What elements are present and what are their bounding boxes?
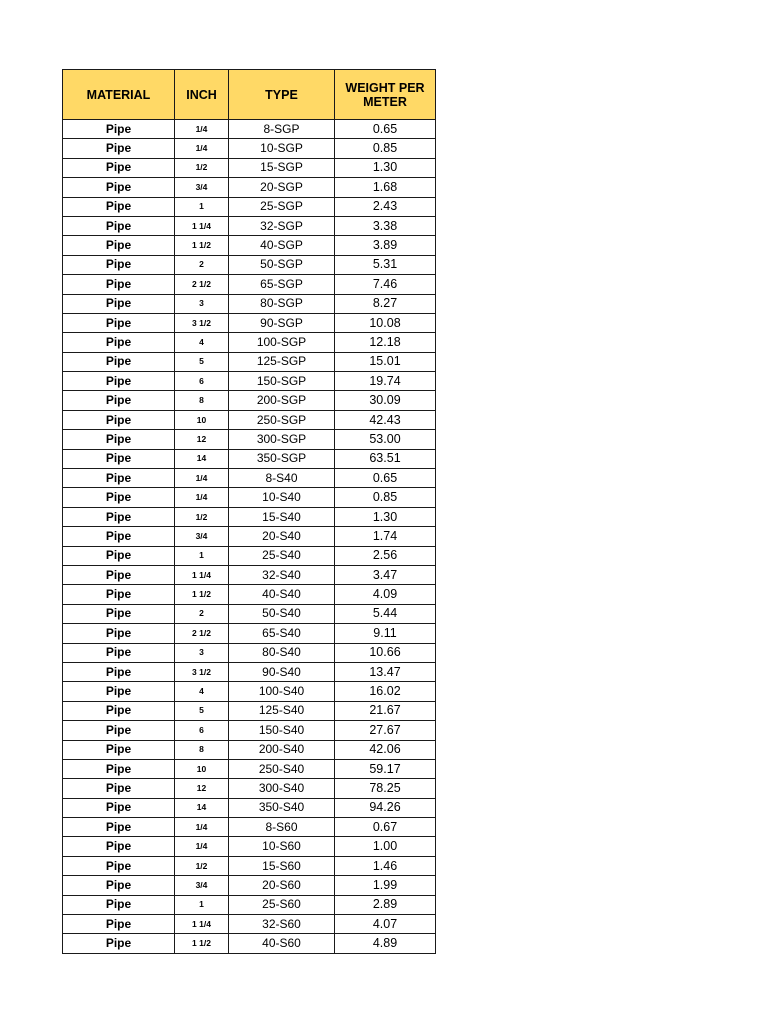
cell-inch: 10 (175, 759, 229, 778)
cell-type: 350-S40 (229, 798, 335, 817)
cell-weight: 0.65 (335, 469, 436, 488)
cell-type: 25-S60 (229, 895, 335, 914)
table-row (63, 333, 436, 352)
table-row (63, 216, 436, 235)
cell-material: Pipe (63, 120, 175, 139)
cell-material: Pipe (63, 682, 175, 701)
cell-material: Pipe (63, 565, 175, 584)
cell-weight: 3.89 (335, 236, 436, 255)
cell-type: 40-S40 (229, 585, 335, 604)
cell-type: 150-SGP (229, 372, 335, 391)
cell-inch: 1/4 (175, 818, 229, 837)
cell-inch: 5 (175, 701, 229, 720)
cell-material: Pipe (63, 507, 175, 526)
cell-weight: 2.89 (335, 895, 436, 914)
cell-type: 80-SGP (229, 294, 335, 313)
header-row (63, 70, 436, 120)
cell-weight: 8.27 (335, 294, 436, 313)
cell-inch: 3 1/2 (175, 313, 229, 332)
table-row (63, 915, 436, 934)
cell-material: Pipe (63, 604, 175, 623)
table-row (63, 527, 436, 546)
cell-type: 300-S40 (229, 779, 335, 798)
cell-type: 15-S60 (229, 856, 335, 875)
table-row (63, 701, 436, 720)
table-row (63, 624, 436, 643)
cell-weight: 53.00 (335, 430, 436, 449)
cell-material: Pipe (63, 701, 175, 720)
cell-inch: 2 (175, 255, 229, 274)
table-row (63, 294, 436, 313)
table-row (63, 565, 436, 584)
cell-type: 40-SGP (229, 236, 335, 255)
cell-weight: 9.11 (335, 624, 436, 643)
cell-material: Pipe (63, 372, 175, 391)
cell-material: Pipe (63, 488, 175, 507)
cell-material: Pipe (63, 430, 175, 449)
table-header (63, 70, 436, 120)
cell-weight: 1.74 (335, 527, 436, 546)
cell-weight: 4.07 (335, 915, 436, 934)
cell-weight: 12.18 (335, 333, 436, 352)
table-row (63, 721, 436, 740)
cell-type: 90-S40 (229, 662, 335, 681)
cell-type: 15-SGP (229, 158, 335, 177)
cell-weight: 1.46 (335, 856, 436, 875)
cell-type: 250-S40 (229, 759, 335, 778)
table-row (63, 275, 436, 294)
cell-type: 300-SGP (229, 430, 335, 449)
cell-material: Pipe (63, 216, 175, 235)
cell-type: 40-S60 (229, 934, 335, 953)
cell-weight: 0.67 (335, 818, 436, 837)
table-row (63, 430, 436, 449)
cell-material: Pipe (63, 158, 175, 177)
cell-inch: 12 (175, 430, 229, 449)
cell-weight: 42.43 (335, 410, 436, 429)
cell-weight: 5.44 (335, 604, 436, 623)
table-row (63, 585, 436, 604)
table-row (63, 469, 436, 488)
cell-material: Pipe (63, 449, 175, 468)
cell-inch: 3 1/2 (175, 662, 229, 681)
cell-weight: 94.26 (335, 798, 436, 817)
cell-type: 200-SGP (229, 391, 335, 410)
table-row (63, 255, 436, 274)
cell-inch: 8 (175, 740, 229, 759)
cell-type: 200-S40 (229, 740, 335, 759)
cell-weight: 10.66 (335, 643, 436, 662)
table-row (63, 158, 436, 177)
header-type: TYPE (229, 70, 335, 120)
table-row (63, 410, 436, 429)
table-row (63, 236, 436, 255)
table-row (63, 120, 436, 139)
cell-material: Pipe (63, 662, 175, 681)
cell-inch: 1 (175, 197, 229, 216)
cell-material: Pipe (63, 895, 175, 914)
table-row (63, 507, 436, 526)
cell-inch: 1 (175, 895, 229, 914)
cell-type: 32-SGP (229, 216, 335, 235)
cell-type: 150-S40 (229, 721, 335, 740)
cell-type: 32-S60 (229, 915, 335, 934)
cell-material: Pipe (63, 876, 175, 895)
cell-material: Pipe (63, 313, 175, 332)
cell-inch: 1/4 (175, 488, 229, 507)
cell-weight: 7.46 (335, 275, 436, 294)
cell-type: 50-SGP (229, 255, 335, 274)
cell-material: Pipe (63, 178, 175, 197)
cell-weight: 16.02 (335, 682, 436, 701)
table-row (63, 643, 436, 662)
cell-material: Pipe (63, 197, 175, 216)
cell-weight: 30.09 (335, 391, 436, 410)
table-row (63, 488, 436, 507)
header-weight-per-meter: WEIGHT PER METER (335, 70, 436, 120)
cell-inch: 1 (175, 546, 229, 565)
cell-inch: 5 (175, 352, 229, 371)
cell-inch: 1 1/4 (175, 565, 229, 584)
table-row (63, 779, 436, 798)
cell-type: 80-S40 (229, 643, 335, 662)
cell-material: Pipe (63, 856, 175, 875)
cell-type: 65-S40 (229, 624, 335, 643)
cell-weight: 15.01 (335, 352, 436, 371)
cell-weight: 27.67 (335, 721, 436, 740)
cell-type: 8-S40 (229, 469, 335, 488)
cell-weight: 1.00 (335, 837, 436, 856)
cell-inch: 3/4 (175, 527, 229, 546)
cell-inch: 3/4 (175, 178, 229, 197)
cell-inch: 4 (175, 682, 229, 701)
cell-type: 8-S60 (229, 818, 335, 837)
cell-weight: 2.43 (335, 197, 436, 216)
cell-type: 90-SGP (229, 313, 335, 332)
cell-type: 250-SGP (229, 410, 335, 429)
table-body (63, 120, 436, 954)
cell-material: Pipe (63, 527, 175, 546)
table-row (63, 313, 436, 332)
table-row (63, 818, 436, 837)
cell-weight: 1.68 (335, 178, 436, 197)
table-row (63, 197, 436, 216)
cell-inch: 1 1/4 (175, 216, 229, 235)
cell-material: Pipe (63, 294, 175, 313)
cell-weight: 10.08 (335, 313, 436, 332)
cell-inch: 1/2 (175, 856, 229, 875)
cell-weight: 21.67 (335, 701, 436, 720)
table-row (63, 856, 436, 875)
cell-inch: 1/4 (175, 120, 229, 139)
cell-material: Pipe (63, 759, 175, 778)
cell-weight: 2.56 (335, 546, 436, 565)
cell-weight: 3.38 (335, 216, 436, 235)
cell-inch: 1 1/2 (175, 585, 229, 604)
cell-weight: 0.85 (335, 488, 436, 507)
cell-material: Pipe (63, 721, 175, 740)
cell-weight: 78.25 (335, 779, 436, 798)
cell-weight: 42.06 (335, 740, 436, 759)
cell-material: Pipe (63, 798, 175, 817)
cell-material: Pipe (63, 139, 175, 158)
cell-inch: 1/4 (175, 469, 229, 488)
table-row (63, 449, 436, 468)
cell-material: Pipe (63, 818, 175, 837)
cell-material: Pipe (63, 624, 175, 643)
table-row (63, 682, 436, 701)
cell-weight: 13.47 (335, 662, 436, 681)
pipe-weight-table (62, 69, 436, 954)
cell-inch: 10 (175, 410, 229, 429)
cell-type: 100-S40 (229, 682, 335, 701)
table-row (63, 759, 436, 778)
cell-material: Pipe (63, 391, 175, 410)
cell-inch: 3 (175, 643, 229, 662)
cell-type: 100-SGP (229, 333, 335, 352)
cell-inch: 12 (175, 779, 229, 798)
cell-type: 32-S40 (229, 565, 335, 584)
cell-type: 10-S60 (229, 837, 335, 856)
table-row (63, 372, 436, 391)
cell-inch: 1/2 (175, 158, 229, 177)
cell-type: 50-S40 (229, 604, 335, 623)
cell-type: 20-S60 (229, 876, 335, 895)
cell-weight: 1.30 (335, 158, 436, 177)
table-row (63, 740, 436, 759)
cell-weight: 4.89 (335, 934, 436, 953)
cell-weight: 1.99 (335, 876, 436, 895)
table-row (63, 352, 436, 371)
cell-weight: 19.74 (335, 372, 436, 391)
cell-weight: 59.17 (335, 759, 436, 778)
cell-material: Pipe (63, 915, 175, 934)
cell-weight: 0.65 (335, 120, 436, 139)
table-row (63, 604, 436, 623)
table-row (63, 178, 436, 197)
table-row (63, 662, 436, 681)
cell-type: 8-SGP (229, 120, 335, 139)
cell-material: Pipe (63, 779, 175, 798)
cell-inch: 3 (175, 294, 229, 313)
cell-material: Pipe (63, 469, 175, 488)
cell-inch: 1/2 (175, 507, 229, 526)
cell-material: Pipe (63, 410, 175, 429)
table-row (63, 895, 436, 914)
table-row (63, 391, 436, 410)
cell-inch: 4 (175, 333, 229, 352)
cell-type: 10-SGP (229, 139, 335, 158)
cell-type: 25-S40 (229, 546, 335, 565)
cell-inch: 1/4 (175, 139, 229, 158)
cell-material: Pipe (63, 275, 175, 294)
header-material: MATERIAL (63, 70, 175, 120)
cell-material: Pipe (63, 352, 175, 371)
table-row (63, 798, 436, 817)
cell-type: 125-SGP (229, 352, 335, 371)
cell-weight: 4.09 (335, 585, 436, 604)
table-row (63, 934, 436, 953)
cell-inch: 6 (175, 721, 229, 740)
cell-inch: 1 1/2 (175, 934, 229, 953)
table-row (63, 139, 436, 158)
cell-inch: 3/4 (175, 876, 229, 895)
cell-type: 25-SGP (229, 197, 335, 216)
cell-inch: 2 1/2 (175, 275, 229, 294)
cell-inch: 6 (175, 372, 229, 391)
pipe-weight-sheet (62, 69, 436, 954)
table-row (63, 876, 436, 895)
cell-material: Pipe (63, 643, 175, 662)
cell-inch: 2 1/2 (175, 624, 229, 643)
cell-material: Pipe (63, 837, 175, 856)
cell-weight: 63.51 (335, 449, 436, 468)
cell-weight: 1.30 (335, 507, 436, 526)
cell-type: 10-S40 (229, 488, 335, 507)
table-row (63, 546, 436, 565)
cell-material: Pipe (63, 740, 175, 759)
cell-type: 20-S40 (229, 527, 335, 546)
header-inch: INCH (175, 70, 229, 120)
cell-type: 15-S40 (229, 507, 335, 526)
cell-inch: 2 (175, 604, 229, 623)
cell-material: Pipe (63, 333, 175, 352)
cell-material: Pipe (63, 546, 175, 565)
cell-weight: 3.47 (335, 565, 436, 584)
table-row (63, 837, 436, 856)
cell-type: 350-SGP (229, 449, 335, 468)
cell-inch: 8 (175, 391, 229, 410)
cell-material: Pipe (63, 934, 175, 953)
cell-type: 65-SGP (229, 275, 335, 294)
cell-inch: 1 1/2 (175, 236, 229, 255)
cell-material: Pipe (63, 585, 175, 604)
cell-type: 125-S40 (229, 701, 335, 720)
cell-material: Pipe (63, 255, 175, 274)
cell-inch: 14 (175, 798, 229, 817)
cell-material: Pipe (63, 236, 175, 255)
cell-inch: 1/4 (175, 837, 229, 856)
cell-type: 20-SGP (229, 178, 335, 197)
cell-weight: 0.85 (335, 139, 436, 158)
cell-inch: 1 1/4 (175, 915, 229, 934)
cell-weight: 5.31 (335, 255, 436, 274)
cell-inch: 14 (175, 449, 229, 468)
